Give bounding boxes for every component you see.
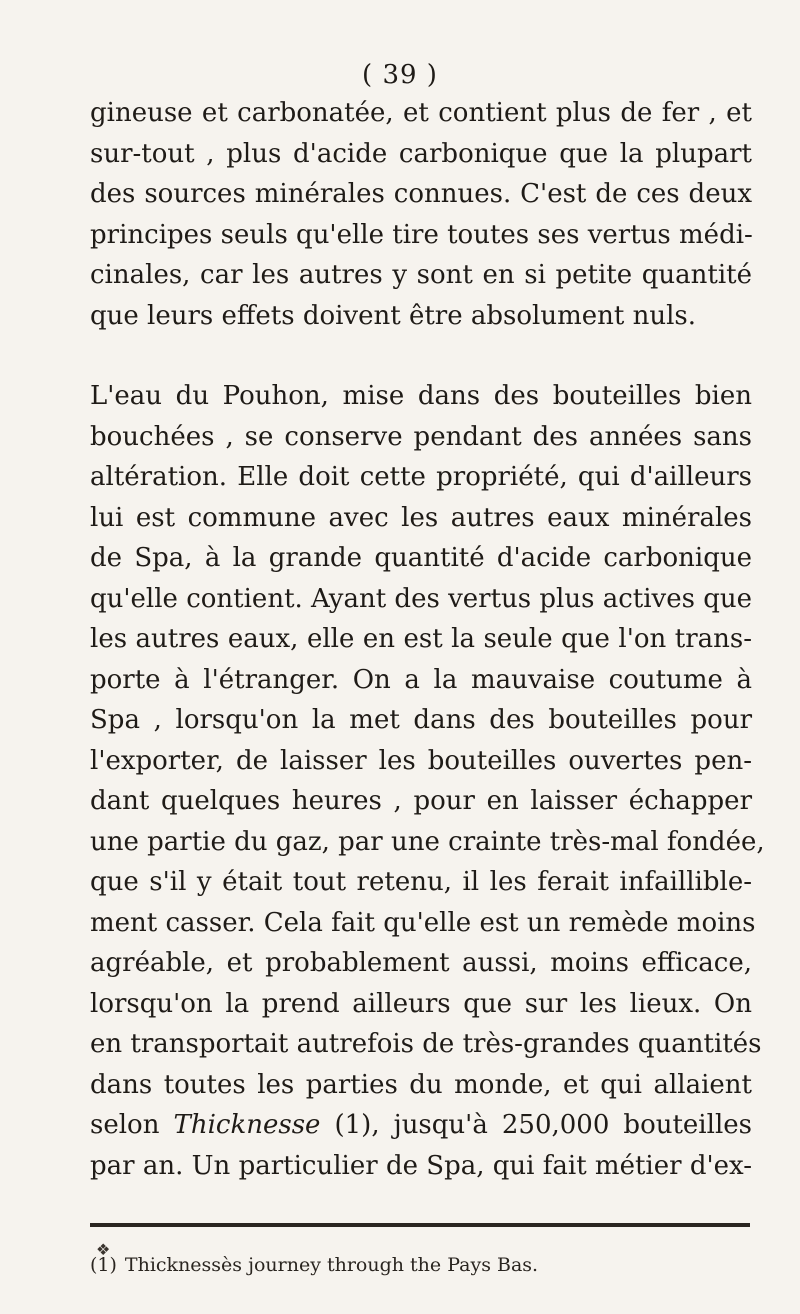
text-line: par an. Un particulier de Spa, qui fait métier d'ex-: [90, 1150, 752, 1181]
citation-prefix: selon: [90, 1110, 174, 1140]
text-line: l'exporter, de laisser les bouteilles ouvertes pen-: [90, 745, 752, 776]
text-line: dant quelques heures , pour en laisser échapper: [90, 786, 752, 816]
text-line: les autres eaux, elle en est la seule que l'on trans-: [90, 624, 752, 654]
text-line: que s'il y était tout retenu, il les ferait infaillible-: [90, 867, 752, 897]
footnote: [90, 1254, 750, 1276]
footnote-marker: (1): [90, 1254, 117, 1276]
paragraph-1: [90, 93, 752, 336]
footnote-text: Thicknessès journey through the Pays Bas.: [124, 1254, 539, 1276]
text-line: principes seuls qu'elle tire toutes ses vertus médi-: [90, 219, 753, 250]
paragraph-2: [90, 376, 765, 1186]
text-line: L'eau du Pouhon, mise dans des bouteilles bien: [90, 381, 752, 411]
text-line: dans toutes les parties du monde, et qui allaient: [90, 1069, 752, 1100]
text-line: Spa , lorsqu'on la met dans des bouteilles pour: [90, 705, 752, 735]
cited-author: Thicknesse: [173, 1110, 321, 1140]
text-line: une partie du gaz, par une crainte très-mal fondée,: [90, 826, 765, 857]
text-line: lui est commune avec les autres eaux minérales: [90, 502, 752, 533]
paragraph-spacer: [90, 336, 752, 376]
text-line: de Spa, à la grande quantité d'acide carbonique: [90, 543, 752, 573]
text-line: lorsqu'on la prend ailleurs que sur les lieux. On: [90, 988, 752, 1019]
text-line: bouchées , se conserve pendant des années sans: [90, 421, 752, 452]
text-line: qu'elle contient. Ayant des vertus plus actives que: [90, 583, 752, 614]
text-line: sur-tout , plus d'acide carbonique que la plupart: [90, 138, 752, 169]
text-line: altération. Elle doit cette propriété, qui d'ailleurs: [90, 462, 752, 492]
text-line: cinales, car les autres y sont en si petite quantité: [90, 260, 752, 290]
page-number: ( 39 ): [362, 60, 438, 90]
footnote-rule: [90, 1223, 750, 1227]
text-line: que leurs effets doivent être absolument nuls.: [90, 300, 696, 331]
ornament-icon: ❖: [96, 1240, 111, 1259]
text-line: gineuse et carbonatée, et contient plus de fer , et: [90, 98, 752, 128]
text-line: ment casser. Cela fait qu'elle est un remède moins: [90, 907, 756, 938]
citation-line: [90, 1105, 752, 1146]
text-line: porte à l'étranger. On a la mauvaise coutume à: [90, 664, 752, 695]
text-line: agréable, et probablement aussi, moins efficace,: [90, 948, 752, 978]
text-line: en transportait autrefois de très-grandes quantités: [90, 1029, 762, 1059]
text-line: des sources minérales connues. C'est de ces deux: [90, 179, 752, 209]
citation-suffix: (1), jusqu'à 250,000 bouteilles: [320, 1110, 752, 1140]
body-text: [90, 93, 765, 1186]
